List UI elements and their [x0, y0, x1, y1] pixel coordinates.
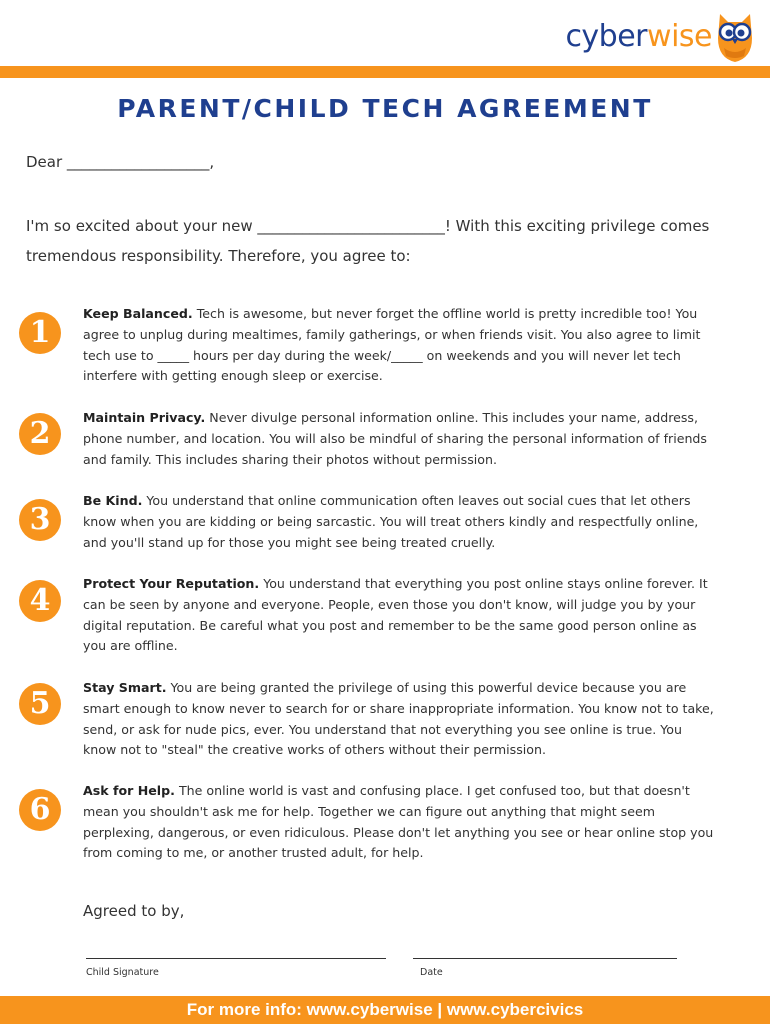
number-badge: 3	[19, 499, 61, 541]
number-badge: 4	[19, 580, 61, 622]
item-heading: Stay Smart.	[83, 680, 167, 695]
agreed-label: Agreed to by,	[83, 902, 185, 920]
item-body: The online world is vast and confusing place. I get confused too, but that doesn't mean you shouldn't ask me for help. Together we can figure out anything that might seem perplexing, dangerous, or even ridiculous. Please don't let anything you see or hear online stop you from coming to me, or another trusted adult, for help.	[83, 783, 714, 861]
number-badge: 2	[19, 413, 61, 455]
signature-label: Child Signature	[86, 967, 159, 978]
item-heading: Be Kind.	[83, 493, 143, 508]
item-heading: Keep Balanced.	[83, 306, 193, 321]
number-badge: 6	[19, 789, 61, 831]
greeting: Dear ___________________,	[26, 153, 215, 171]
date-line	[413, 958, 677, 959]
intro-paragraph: I'm so excited about your new _________________________! With this exciting privilege comes tremendous responsibility. Therefore, you agree to:	[26, 217, 710, 265]
item-text	[83, 491, 715, 553]
item-text	[83, 408, 715, 470]
page-title: PARENT/CHILD TECH AGREEMENT	[117, 94, 653, 123]
signature-line	[86, 958, 386, 959]
footer-bar: For more info: www.cyberwise | www.cybercivics	[0, 996, 770, 1024]
page-header	[0, 0, 770, 68]
logo-text: cyberwise	[565, 18, 712, 54]
cyberwise-logo	[565, 8, 756, 64]
item-text	[83, 574, 715, 657]
item-body: Tech is awesome, but never forget the offline world is pretty incredible too! You agree to unplug during mealtimes, family gatherings, or when friends visit. You also agree to limit tech use to _____ hours per day during the week/_____ on weekends and you will never let tech interfere with getting enough sleep or exercise.	[83, 306, 701, 384]
item-text	[83, 781, 715, 864]
header-accent-bar	[0, 66, 770, 78]
number-badge: 1	[19, 312, 61, 354]
number-badge: 5	[19, 683, 61, 725]
owl-icon	[714, 8, 756, 64]
item-body: You are being granted the privilege of using this powerful device because you are smart enough to know never to search for or share inappropriate information. You know not to take, send, or ask for nude pics, ever. You understand that not everything you see online is true. You know not to "steal" the creative works of others without their permission.	[83, 680, 714, 758]
item-heading: Maintain Privacy.	[83, 410, 206, 425]
item-heading: Ask for Help.	[83, 783, 175, 798]
item-heading: Protect Your Reputation.	[83, 576, 260, 591]
date-label: Date	[420, 967, 443, 978]
item-body: Never divulge personal information online. This includes your name, address, phone number, and location. You will also be mindful of sharing the personal information of friends and family. This includes sharing their photos without permission.	[83, 410, 707, 467]
item-body: You understand that online communication often leaves out social cues that let others know when you are kidding or being sarcastic. You will treat others kindly and respectfully online, and you'll stand up for those you might see being treated cruelly.	[83, 493, 699, 550]
item-body: You understand that everything you post online stays online forever. It can be seen by anyone and everyone. People, even those you don't know, will judge you by your digital reputation. Be careful what you post and remember to be the same good person online as you are offline.	[83, 576, 708, 654]
item-text	[83, 678, 715, 761]
item-text	[83, 304, 715, 387]
